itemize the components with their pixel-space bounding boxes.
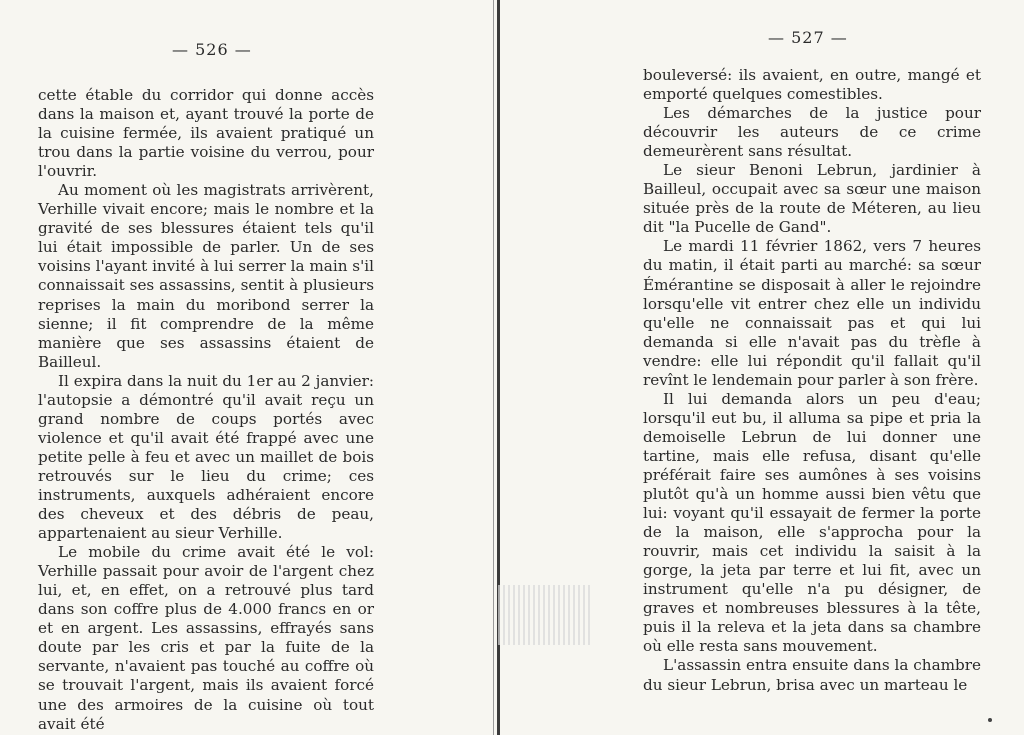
right-page xyxy=(506,0,1024,735)
left-page xyxy=(0,0,492,735)
paragraph: cette étable du corridor qui donne accès dans la maison et, ayant trouvé la porte de la cuisine fermée, ils avaient pratiqué un trou dans la partie voisine du verrou, pour l'ouvrir. xyxy=(38,86,374,181)
paragraph: Il lui demanda alors un peu d'eau; lorsqu'il eut bu, il alluma sa pipe et pria la demoiselle Lebrun de lui donner une tartine, mais elle refusa, disant qu'elle préférait faire ses aumônes à ses voisins plutôt qu'à un homme aussi bien vêtu que lui: voyant qu'il essayait de fermer la porte de la maison, elle s'approcha pour la rouvrir, mais cet individu la saisit à la gorge, la jeta par terre et lui fit, avec un instrument qu'elle n'a pu désigner, de graves et nombreuses blessures à la tête, puis il la releva et la jeta dans sa chambre où elle resta sans mouvement. xyxy=(643,389,981,656)
page-number-left: — 526 — xyxy=(172,40,252,59)
paragraph: Les démarches de la justice pour découvrir les auteurs de ce crime demeurèrent sans résultat. xyxy=(643,104,981,161)
paragraph: Le sieur Benoni Lebrun, jardinier à Bailleul, occupait avec sa sœur une maison située près de la route de Méteren, au lieu dit "la Pucelle de Gand". xyxy=(643,161,981,237)
page-number-right: — 527 — xyxy=(768,28,848,47)
paragraph: Au moment où les magistrats arrivèrent, Verhille vivait encore; mais le nombre et la gravité de ses blessures étaient tels qu'il lui était impossible de parler. Un de ses voisins l'ayant invité à lui serrer la main s'il connaissait ses assassins, sentit à plusieurs reprises la main du moribond serrer la sienne; il fit comprendre de la même manière que ses assassins étaient de Bailleul. xyxy=(38,181,374,371)
paragraph: L'assassin entra ensuite dans la chambre du sieur Lebrun, brisa avec un marteau le xyxy=(643,656,981,694)
paragraph: bouleversé: ils avaient, en outre, mangé et emporté quelques comestibles. xyxy=(643,66,981,104)
paragraph: Le mardi 11 février 1862, vers 7 heures du matin, il était parti au marché: sa sœur Émérantine se disposait à aller le rejoindre lorsqu'elle vit entrer chez elle un individu qu'elle ne connaissait pas et qui lui demanda si elle n'avait pas du trèfle à vendre: elle lui répondit qu'il fallait qu'il revînt le lendemain pour parler à son frère. xyxy=(643,237,981,389)
left-page-text xyxy=(38,86,374,734)
paragraph: Il expira dans la nuit du 1er au 2 janvier: l'autopsie a démontré qu'il avait reçu un grand nombre de coups portés avec violence et qu'il avait été frappé avec une petite pelle à feu et avec un maillet de bois retrouvés sur le lieu du crime; ces instruments, auxquels adhéraient encore des cheveux et des débris de peau, appartenaient au sieur Verhille. xyxy=(38,371,374,543)
right-page-text xyxy=(643,66,981,695)
paragraph: Le mobile du crime avait été le vol: Verhille passait pour avoir de l'argent chez lui, et, en effet, on a retrouvé plus tard dans son coffre plus de 4.000 francs en or et en argent. Les assassins, effrayés sans doute par les cris et par la fuite de la servante, n'avaient pas touché au coffre où se trouvait l'argent, mais ils avaient forcé une des armoires de la cuisine où tout avait été xyxy=(38,543,374,733)
